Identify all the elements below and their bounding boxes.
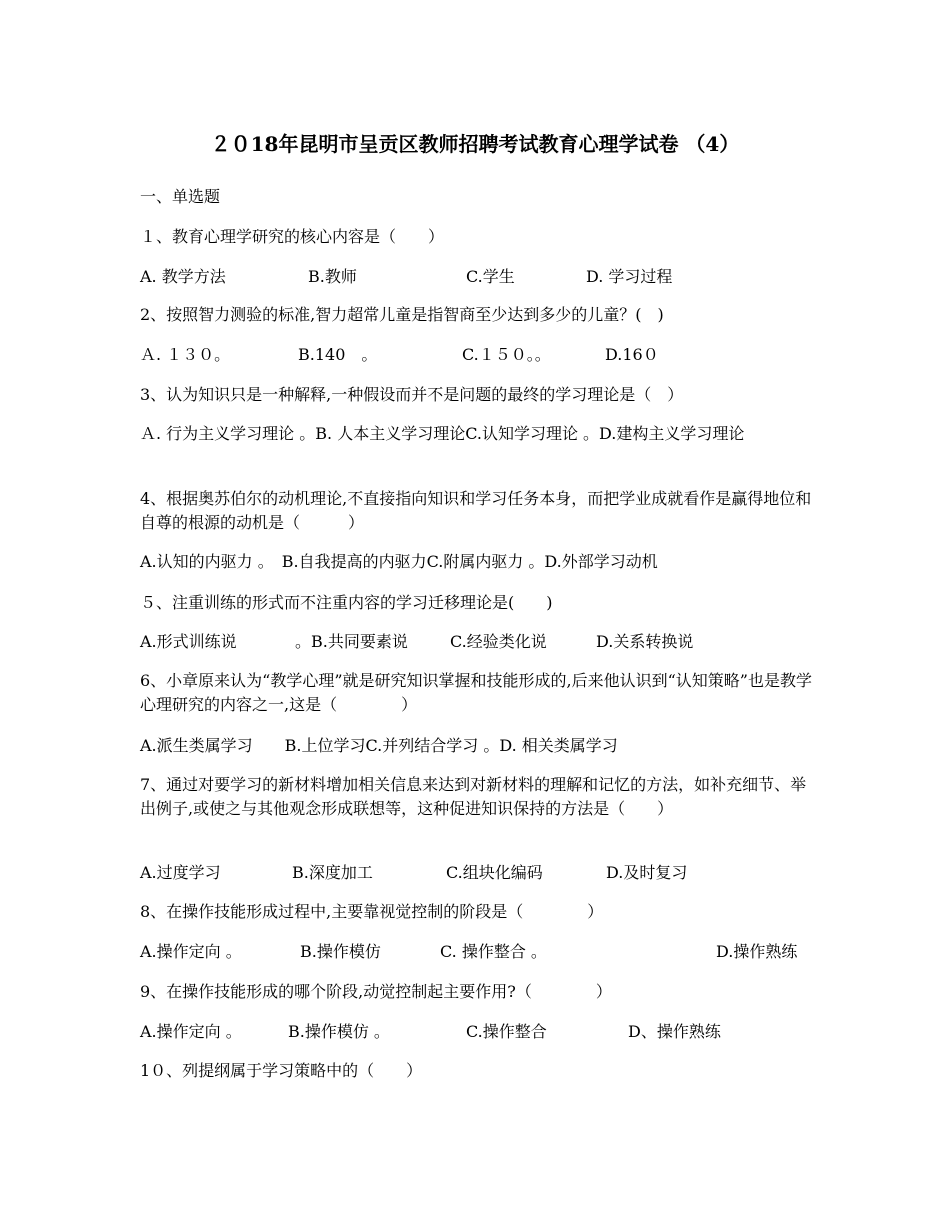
option-d: D.关系转换说 [596, 632, 694, 651]
section-heading: 一、单选题 [140, 187, 221, 206]
question-stem: 9、在操作技能形成的哪个阶段,动觉控制起主要作用?（ ） [140, 982, 612, 1001]
option-row: A.派生类属学习 B.上位学习C.并列结合学习 。D. 相关类属学习 [140, 736, 618, 755]
option-d: D. 学习过程 [586, 267, 673, 286]
option-b: B.教师 [308, 267, 357, 286]
question-stem: 7、通过对要学习的新材料增加相关信息来达到对新材料的理解和记忆的方法，如补充细节、举出例子,或使之与其他观念形成联想等，这种促进知识保持的方法是（ ） [140, 775, 807, 818]
option-b: 。B.共同要素说 [295, 632, 408, 651]
option-c: C.组块化编码 [446, 863, 543, 882]
option-b: B.操作模仿 。 [288, 1022, 390, 1041]
page-title: ２０18年昆明市呈贡区教师招聘考试教育心理学试卷 （4） [210, 132, 740, 156]
question-stem: １、教育心理学研究的核心内容是（ ） [140, 227, 445, 246]
option-c: C. 操作整合 。 [440, 942, 547, 961]
option-a: A.操作定向 。 [140, 1022, 242, 1041]
question-stem: 8、在操作技能形成过程中,主要靠视觉控制的阶段是（ ） [140, 902, 604, 921]
option-a: Ａ. １３０。 [140, 345, 231, 364]
option-a: A.形式训练说 [140, 632, 237, 651]
option-c: C.操作整合 [466, 1022, 547, 1041]
option-c: C.１５０。。 [462, 345, 551, 364]
option-a: A.操作定向 。 [140, 942, 242, 961]
question-stem: 6、小章原来认为“教学心理”就是研究知识掌握和技能形成的,后来他认识到“认知策略”也是教学心理研究的内容之一,这是（ ） [140, 671, 812, 714]
option-d: D.及时复习 [606, 863, 688, 882]
option-b: B.140 。 [298, 345, 378, 364]
question-stem: ５、注重训练的形式而不注重内容的学习迁移理论是( ) [140, 593, 553, 612]
question-stem: 4、根据奥苏伯尔的动机理论,不直接指向知识和学习任务本身，而把学业成就看作是赢得地位和自尊的根源的动机是（ ） [140, 489, 812, 532]
option-c: C.学生 [466, 267, 515, 286]
option-d: D、操作熟练 [628, 1022, 721, 1041]
question-stem: 1０、列提纲属于学习策略中的（ ） [140, 1061, 423, 1080]
option-a: A.过度学习 [140, 863, 221, 882]
option-d: D.操作熟练 [716, 942, 798, 961]
option-row: Ａ. 行为主义学习理论 。B. 人本主义学习理论C.认知学习理论 。D.建构主义学习理论 [140, 424, 745, 443]
option-a: A. 教学方法 [140, 267, 226, 286]
option-c: C.经验类化说 [450, 632, 547, 651]
option-b: B.操作模仿 [300, 942, 381, 961]
question-stem: 2、按照智力测验的标准,智力超常儿童是指智商至少达到多少的儿童？( ) [140, 305, 664, 324]
option-row: A.认知的内驱力 。 B.自我提高的内驱力C.附属内驱力 。D.外部学习动机 [140, 552, 658, 571]
question-stem: 3、认为知识只是一种解释,一种假设而并不是问题的最终的学习理论是（ ） [140, 385, 684, 404]
option-d: D.16０ [605, 345, 659, 364]
option-b: B.深度加工 [292, 863, 373, 882]
